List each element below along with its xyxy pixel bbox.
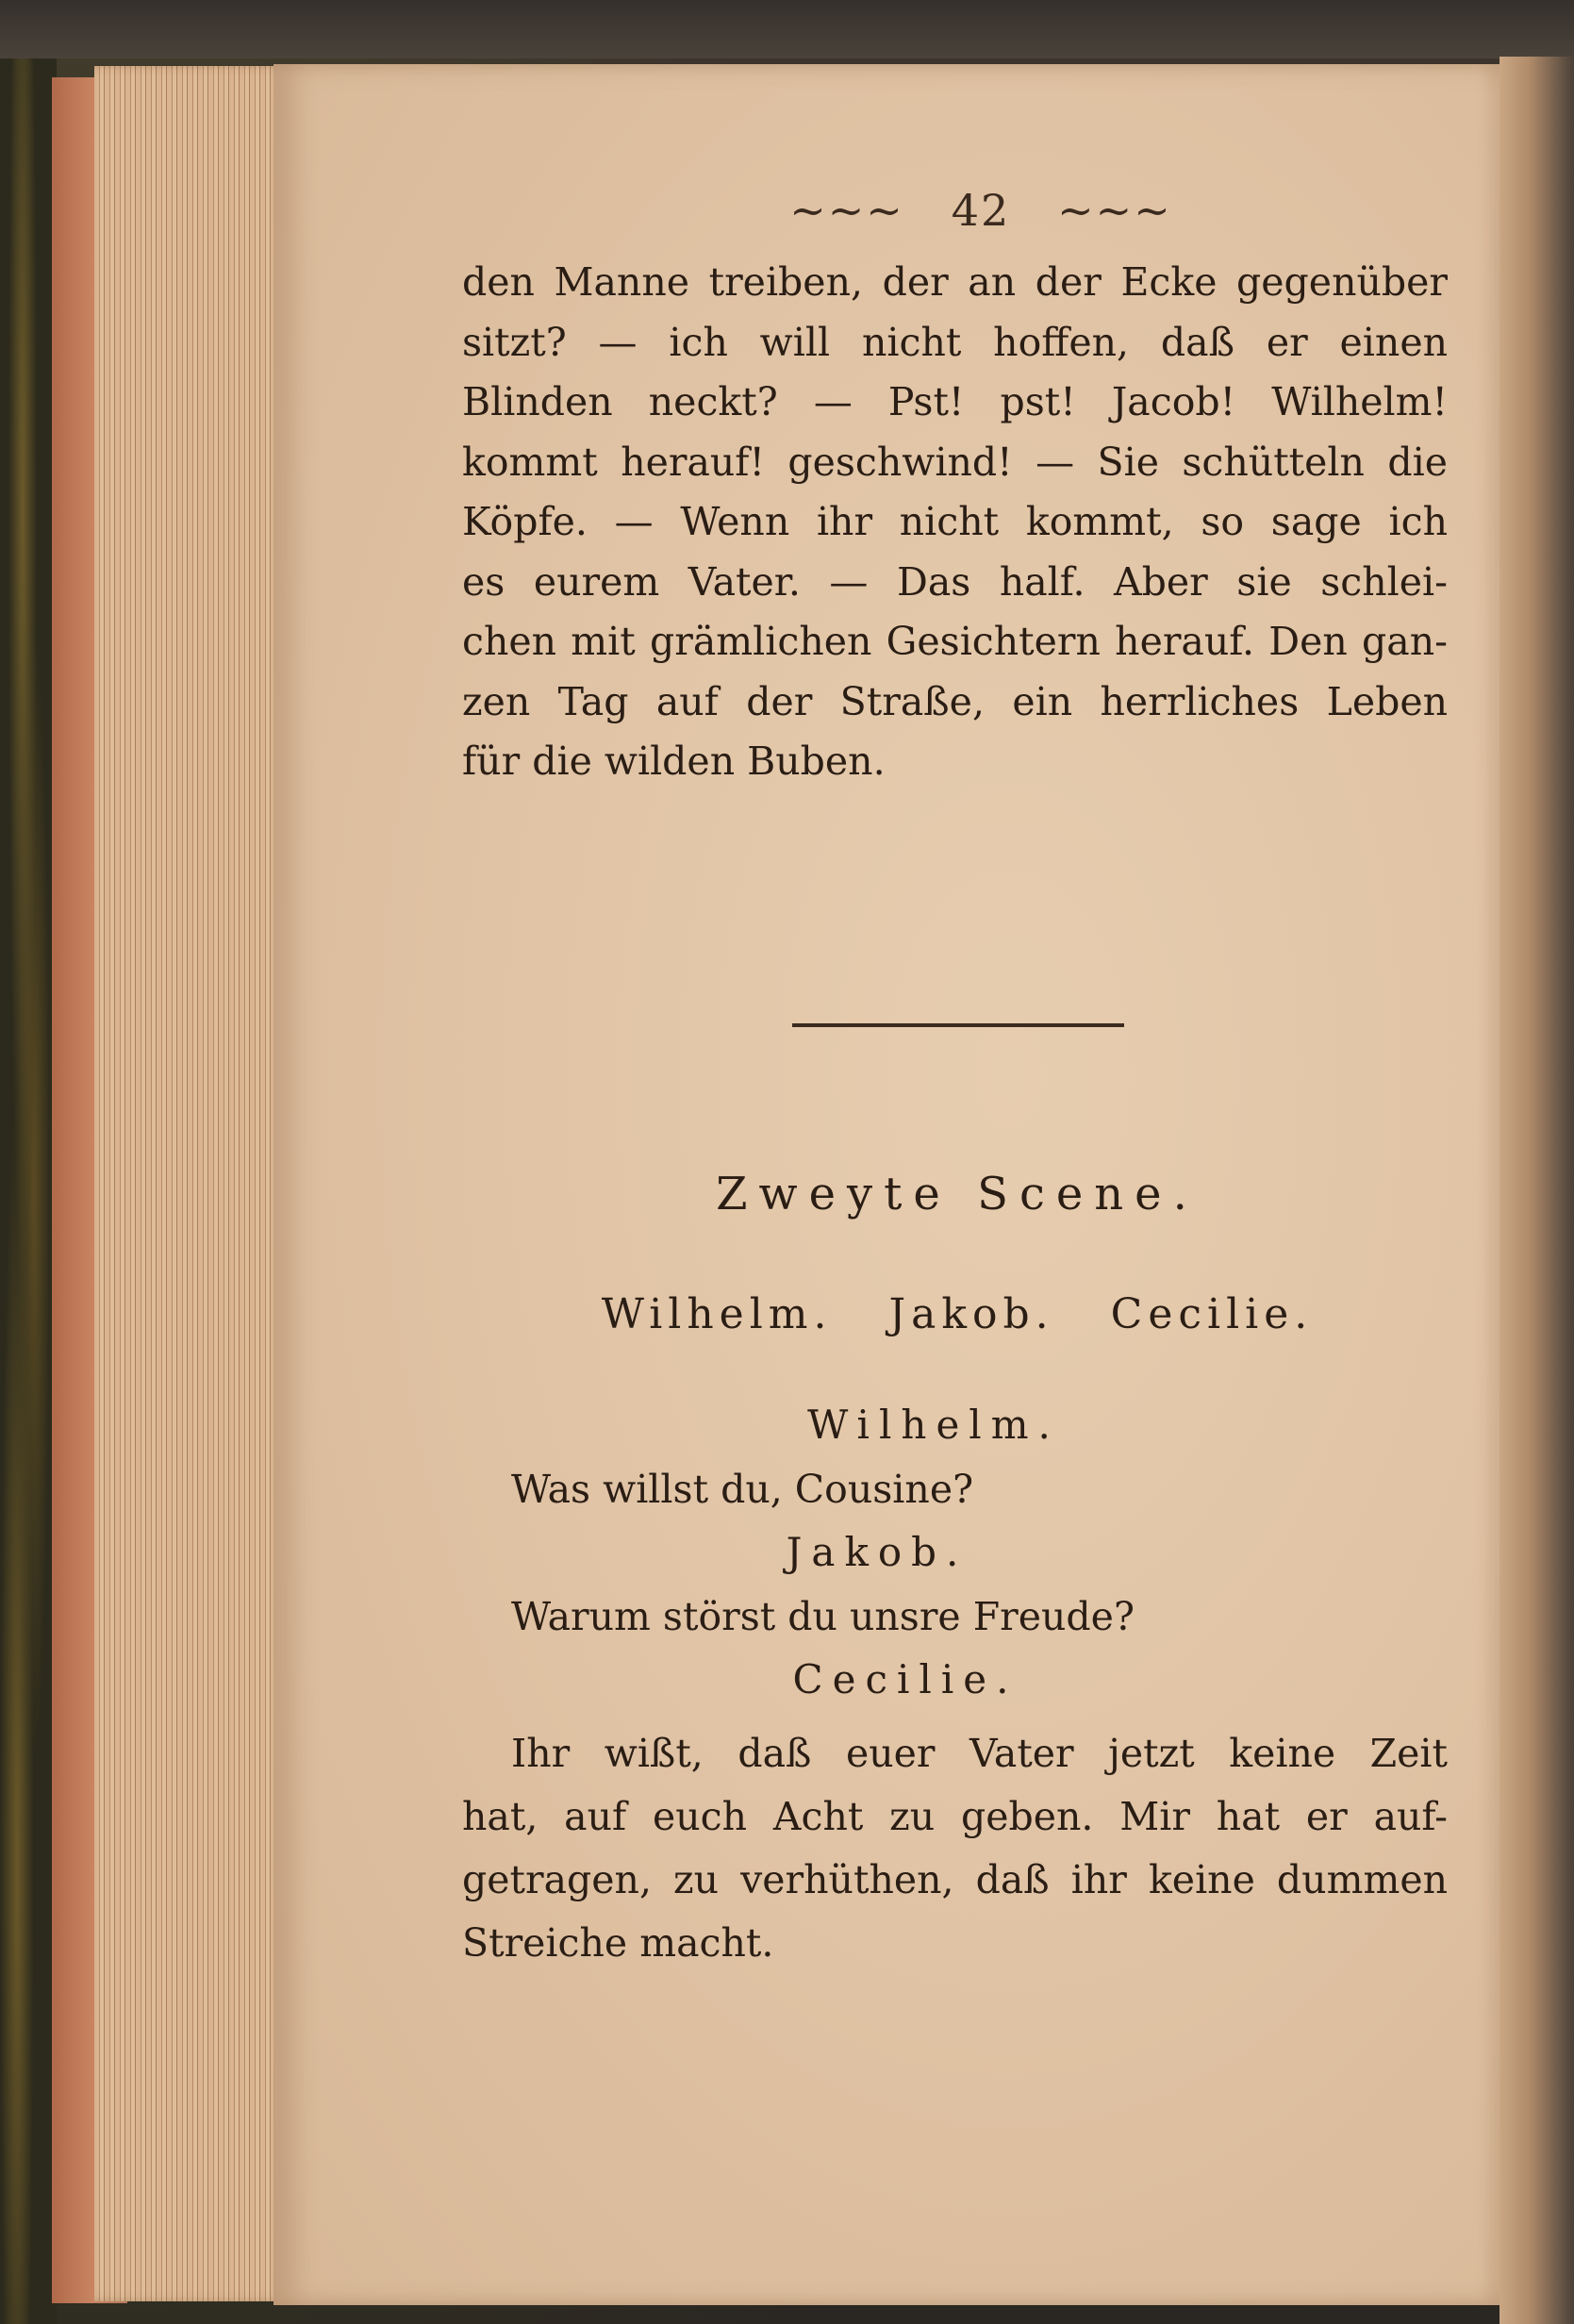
text-line: zen Tag auf der Straße, ein herrliches Leben <box>462 678 1448 724</box>
text-line: für die wilden Buben. <box>462 739 886 784</box>
header-ornament-left: ~~~ <box>789 185 904 236</box>
page-number: 42 <box>951 185 1011 236</box>
speech-line: Was willst du, Cousine? <box>511 1467 974 1512</box>
book-cover-top <box>0 0 1574 58</box>
text-line: Ihr wißt, daß euer Vater jetzt keine Zeit <box>511 1731 1448 1776</box>
characters-line: Wilhelm. Jakob. Cecilie. <box>601 1290 1314 1338</box>
text-line: Köpfe. — Wenn ihr nicht kommt, so sage ich <box>462 499 1448 544</box>
speaker-name: Cecilie. <box>792 1656 1019 1702</box>
text-line: es eurem Vater. — Das half. Aber sie schlei- <box>462 558 1448 605</box>
section-divider <box>792 1023 1124 1027</box>
page-edges <box>94 66 292 2301</box>
scene-heading: Zweyte Scene. <box>716 1168 1199 1220</box>
speaker-name: Wilhelm. <box>807 1402 1060 1448</box>
text-line: Blinden neckt? — Pst! pst! Jacob! Wilhelm! <box>462 379 1448 424</box>
text-line: hat, auf euch Acht zu geben. Mir hat er auf- <box>462 1794 1448 1839</box>
text-line: Streiche macht. <box>462 1920 774 1966</box>
speaker-name: Jakob. <box>786 1529 969 1575</box>
page-header <box>783 185 1179 236</box>
text-line: sitzt? — ich will nicht hoffen, daß er einen <box>462 319 1448 365</box>
closing-paragraph <box>462 1722 1448 1975</box>
text-line: kommt herauf! geschwind! — Sie schütteln die <box>462 439 1448 485</box>
header-ornament-right: ~~~ <box>1057 185 1172 236</box>
text-line: den Manne treiben, der an der Ecke gegenüber <box>462 259 1448 305</box>
book-page <box>273 64 1499 2305</box>
next-page-edge <box>1499 57 1574 2324</box>
speech-line: Warum störst du unsre Freude? <box>511 1594 1135 1639</box>
text-line: chen mit grämlichen Gesichtern herauf. Den gan- <box>462 619 1448 664</box>
marbled-board <box>0 58 57 2324</box>
continued-text <box>462 253 1448 792</box>
text-line: getragen, zu verhüthen, daß ihr keine dummen <box>462 1857 1448 1902</box>
